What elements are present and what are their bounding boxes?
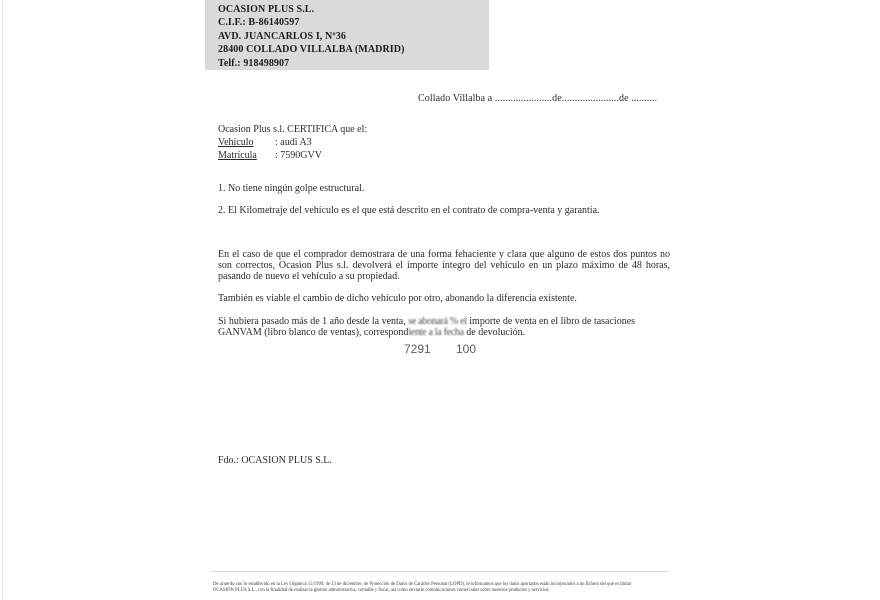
after-year-text: de devolución. bbox=[463, 327, 526, 338]
signature-line: Fdo.: OCASION PLUS S.L. bbox=[218, 455, 332, 466]
vehicle-label: Vehículo bbox=[218, 137, 254, 148]
footer-legal bbox=[213, 581, 668, 597]
plate-line bbox=[218, 150, 322, 161]
company-address: AVD. JUANCARLOS I, Nº36 bbox=[218, 30, 346, 42]
company-cif: C.I.F.: B-86140597 bbox=[218, 17, 300, 29]
paragraph-after-year-line2 bbox=[218, 328, 670, 339]
after-year-text: Si hubiera pasado más de 1 año desde la venta, bbox=[218, 316, 409, 327]
company-name: OCASION PLUS S.L. bbox=[218, 4, 315, 15]
smudged-text: iente a la fecha bbox=[408, 327, 464, 338]
certification-point-2: 2. El Kilometraje del vehículo es el que está descrito en el contrato de compra-venta y garantía. bbox=[218, 205, 600, 216]
vehicle-line bbox=[218, 137, 312, 148]
scan-edge-line bbox=[2, 0, 3, 600]
footer-legal-line2: OCASION PLUS S.L., con la finalidad de realizar la gestión administrativa, contable y fiscal, así como enviarle comunicaciones comerciales sobre nuestros productos y servicios. bbox=[213, 586, 550, 593]
plate-label: Matrícula bbox=[218, 150, 257, 161]
footer-divider bbox=[210, 571, 668, 572]
annotation-value-100: 100 bbox=[456, 342, 477, 356]
after-year-text: GANVAM (libro blanco de ventas), correspond bbox=[218, 327, 409, 338]
date-line: Collado Villalba a ......................de......................de .......... bbox=[418, 93, 658, 104]
annotation-value-7291: 7291 bbox=[404, 342, 431, 356]
certification-point-1: 1. No tiene ningún golpe estructural. bbox=[218, 183, 365, 194]
letterhead-block bbox=[205, 0, 489, 70]
paragraph-refund: En el caso de que el comprador demostrara de una forma fehaciente y clara que alguno de estos dos puntos no son correctos, Ocasion Plus s.l. devolverá el importe íntegro del vehículo en un plazo máximo de 48 horas, pasando de nuevo el vehículo a su propiedad. bbox=[218, 249, 670, 282]
vehicle-value: : audi A3 bbox=[275, 137, 312, 148]
company-phone: Telf.: 918498907 bbox=[218, 57, 290, 69]
after-year-text: importe de venta en el libro de tasaciones bbox=[466, 316, 636, 327]
paragraph-exchange: También es viable el cambio de dicho vehículo por otro, abonando la diferencia existente. bbox=[218, 293, 577, 304]
company-city: 28400 COLLADO VILLALBA (MADRID) bbox=[218, 44, 405, 56]
smudged-text: se abonará % el bbox=[408, 316, 467, 327]
certify-heading: Ocasion Plus s.l. CERTIFICA que el: bbox=[218, 124, 368, 135]
footer-legal-line1: De acuerdo con lo establecido en la Ley Orgánica 15/1999, de 13 de diciembre, de Protección de Datos de Carácter Personal (LOPD), le informamos que los datos aportados están incorporados a un fichero del que es titular bbox=[213, 581, 632, 587]
plate-value: : 7590GVV bbox=[275, 150, 322, 161]
